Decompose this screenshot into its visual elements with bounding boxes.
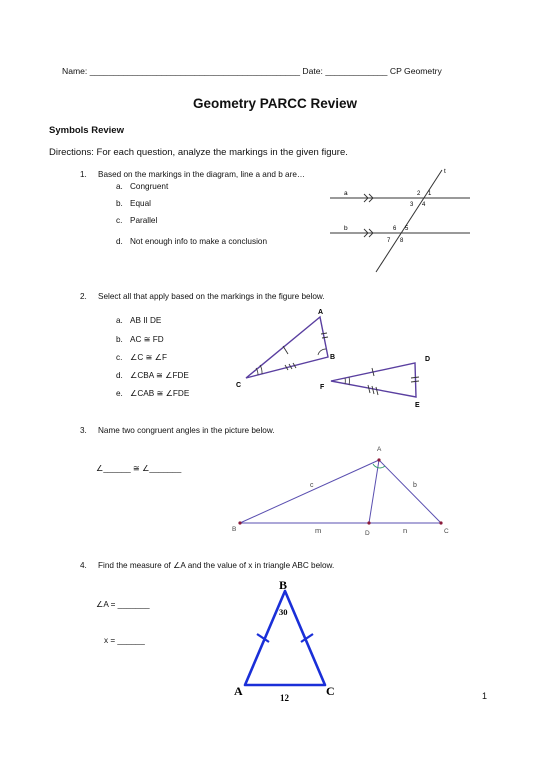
question-number: 1. (80, 170, 87, 179)
angle-4: 4 (422, 202, 426, 208)
triangle-abc (240, 460, 441, 523)
label-side-c: c (310, 482, 314, 489)
question-number: 2. (80, 292, 87, 301)
triangle-bisector-figure (228, 440, 458, 540)
question-text: Find the measure of ∠A and the value of x in triangle ABC below. (98, 561, 335, 570)
congruent-triangles-figure (228, 302, 438, 412)
label-angle-b: 30 (279, 607, 288, 617)
question-1 (80, 170, 305, 179)
question-4 (80, 560, 334, 570)
point-b (238, 521, 241, 524)
option-text: Congruent (130, 182, 169, 191)
question-text: Select all that apply based on the markings in the figure below. (98, 292, 325, 301)
option-letter: a. (116, 316, 123, 325)
transversal-t (376, 170, 442, 272)
label-B: B (330, 354, 336, 361)
directions-text: Directions: For each question, analyze the markings in the given figure. (49, 147, 348, 158)
label-D: D (425, 356, 431, 363)
page-number: 1 (482, 691, 488, 701)
angle-1: 1 (428, 191, 432, 197)
question-number: 4. (80, 561, 87, 570)
label-A: A (234, 684, 243, 698)
name-label: Name: (62, 66, 88, 76)
q1-option-d (116, 237, 267, 246)
label-a: a (344, 190, 348, 197)
section-title: Symbols Review (49, 125, 124, 136)
header-line (62, 66, 442, 76)
option-letter: b. (116, 335, 123, 344)
segment-ad (369, 460, 379, 523)
point-c (439, 521, 442, 524)
question-2 (80, 292, 325, 301)
option-text: AB II DE (130, 316, 162, 325)
angle-2: 2 (417, 191, 421, 197)
label-b: b (344, 225, 348, 232)
point-a (377, 458, 380, 461)
q2-option-a (116, 316, 161, 325)
option-text: Not enough info to make a conclusion (130, 237, 268, 246)
date-label: Date: (302, 66, 323, 76)
point-d (367, 521, 370, 524)
option-text: ∠CBA ≅ ∠FDE (130, 371, 189, 380)
angle-6: 6 (393, 226, 397, 232)
label-C: C (236, 382, 242, 389)
q2-option-b (116, 334, 164, 344)
triangle-abc (245, 591, 325, 685)
parallel-lines-figure (330, 160, 480, 275)
label-C: C (326, 684, 335, 698)
angle-5: 5 (405, 226, 409, 232)
option-letter: d. (116, 371, 123, 380)
q4-answer-angle-a[interactable]: ∠A = _______ (96, 600, 150, 609)
tick-fe (368, 385, 378, 395)
tick-ab (321, 333, 328, 338)
name-blank: ____________________________________________ (89, 66, 300, 76)
question-3 (80, 426, 275, 435)
option-text: AC ≅ FD (130, 335, 164, 344)
label-segment-m: m (315, 526, 322, 535)
label-B: B (232, 526, 237, 533)
q1-option-b (116, 199, 151, 208)
tick-bc (285, 363, 296, 370)
option-letter: c. (116, 353, 123, 362)
q2-option-c (116, 352, 167, 362)
label-base: 12 (280, 693, 289, 703)
label-side-b: b (413, 482, 417, 489)
q2-option-e (116, 388, 189, 398)
label-segment-n: n (403, 526, 408, 535)
label-C: C (444, 528, 449, 535)
option-letter: b. (116, 199, 123, 208)
angle-7: 7 (387, 238, 391, 244)
option-letter: e. (116, 389, 123, 398)
label-E: E (415, 402, 420, 409)
angle-3: 3 (410, 202, 414, 208)
label-F: F (320, 384, 325, 391)
isosceles-triangle-figure (228, 577, 348, 712)
label-D: D (365, 530, 370, 537)
q2-option-d (116, 370, 189, 380)
question-text: Based on the markings in the diagram, line a and b are… (98, 170, 306, 179)
option-letter: a. (116, 182, 123, 191)
label-A: A (377, 446, 382, 453)
option-letter: d. (116, 237, 123, 246)
question-number: 3. (80, 426, 87, 435)
tick-ac (283, 346, 288, 354)
question-text: Name two congruent angles in the picture below. (98, 426, 275, 435)
label-A: A (318, 309, 324, 316)
option-text: Equal (130, 199, 151, 208)
course-name: CP Geometry (389, 66, 442, 76)
option-text: ∠C ≅ ∠F (130, 353, 168, 362)
angle-mark-b (318, 349, 326, 355)
option-text: ∠CAB ≅ ∠FDE (130, 389, 190, 398)
q1-option-c (116, 216, 157, 225)
label-B: B (279, 578, 288, 592)
angle-8: 8 (400, 238, 404, 244)
q3-answer-line[interactable]: ∠______ ≅ ∠_______ (96, 464, 182, 473)
label-t: t (444, 168, 446, 175)
date-blank: _____________ (325, 66, 388, 76)
option-text: Parallel (130, 216, 158, 225)
q4-answer-x[interactable]: x = ______ (104, 636, 145, 645)
page-title: Geometry PARCC Review (192, 96, 358, 111)
option-letter: c. (116, 216, 123, 225)
q1-option-a (116, 182, 168, 191)
